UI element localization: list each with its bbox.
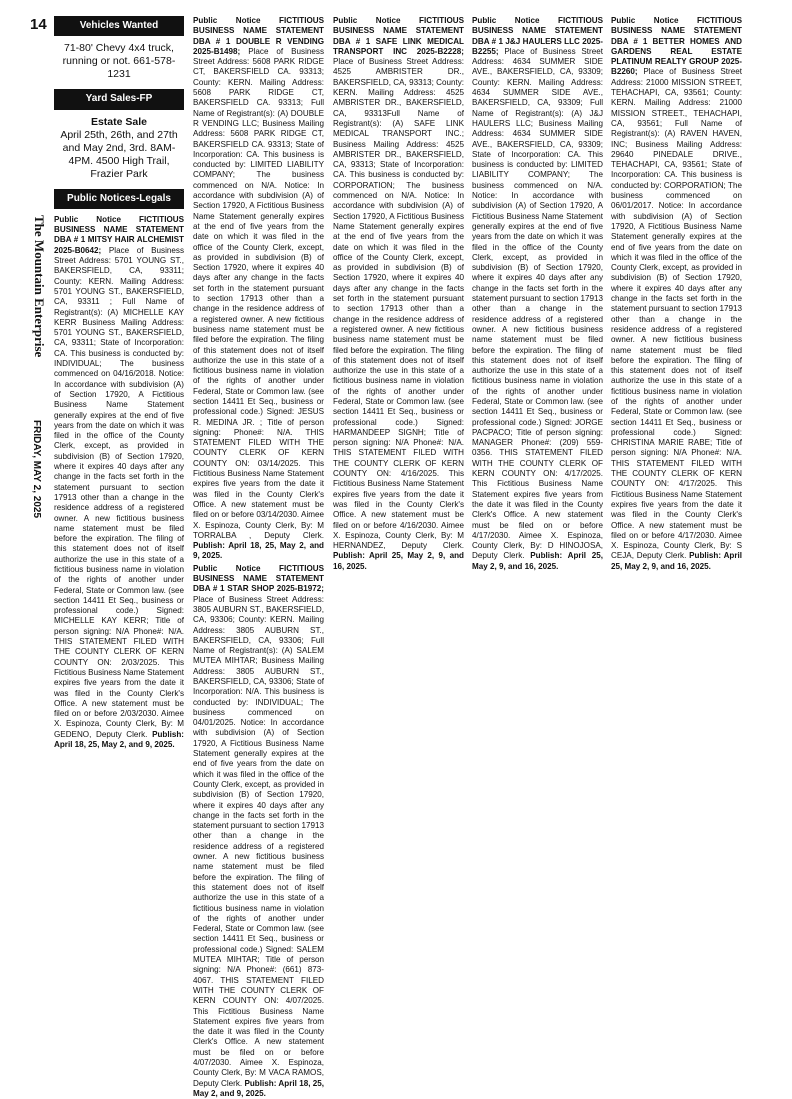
column-5 (611, 16, 742, 876)
notice-publish-dates: Publish: April 18, 25, May 2, and 9, 2025. (54, 729, 185, 750)
legal-notice (472, 16, 603, 572)
notice-body: Place of Business Street Address: 5608 PARK RIDGE CT, BAKERSFIELD CA. 93313; County: KERN. Mailing Address: 5608 PARK RIDGE CT, BAKERSFIELD CA. 93313; Full Name of Registrant(s): (A) DOUBLE R VENDING LLC; Business Mailing Address: 5608 PARK RIDGE CT, BAKERSFIELD CA. 93313; State of Incorporation: CA. This business is conducted by: LIMITED LIABILITY COMPANY; The business commenced on N/A. Notice: In accordance with subdivision (A) of Section 17920, A Fictitious Business Name Statement generally expires at the end of five years from the date on which it was filed in the office of the County Clerk, except, as provided in subdivision (B) of Section 17920, where it expires 40 days after any change in the facts set forth in the statement pursuant to section 17913 other than a change in the residence address of a registered owner. A new fictitious business name statement must be filed before the expiration. The filing of this statement does not of itself authorize the use in this state of a fictitious business name in violation of the rights of another under Federal, State or Common law. (see section 14411 Et Seq., business or professional code.) Signed: JESUS R. MEDINA JR. ; Title of person signing: Phone#: N/A. THIS STATEMENT FILED WITH THE COUNTY CLERK OF KERN COUNTY ON: 03/14/2025. This Fictitious Business Name Statement expires five years from the date it was filed in the County Clerk's Office. A new statement must be filed on or before 03/14/2030. Aimee X. Espinoza, County Clerk, By: M TORRALBA , Deputy Clerk. (193, 46, 324, 540)
estate-sale-title: Estate Sale (90, 115, 148, 128)
masthead-text: The Mountain Enterprise (32, 215, 47, 358)
legal-notice (193, 564, 324, 1099)
notice-heading: Public Notice FICTITIOUS BUSINESS NAME STATEMENT DBA # 1 SAFE LINK MEDICAL TRANSPORT INC 2025-B2228; (333, 16, 464, 56)
masthead-spine (31, 215, 45, 415)
notice-heading: Public Notice FICTITIOUS BUSINESS NAME STATEMENT DBA # 1 J&J HAULERS LLC 2025-B2255; (472, 16, 603, 56)
notice-publish-dates: Publish: April 18, 25, May 2, and 9, 2025. (193, 1078, 325, 1098)
legal-notice (193, 16, 324, 562)
notice-body: Place of Business Street Address: 3805 AUBURN ST., BAKERSFIELD, CA, 93306; County: KERN. Mailing Address: 3805 AUBURN ST., BAKERSFIELD, CA, 93306; Full Name of Registrant(s): (A) SALEM MUTEA MIHTAR; Business Mailing Address: 3805 AUBURN ST., BAKERSFIELD, CA, 93306; State of Incorporation: N/A. This business is conducted by: INDIVIDUAL; The business commenced on 04/01/2025. Notice: In accordance with subdivision (A) of Section 17920, A Fictitious Business Name Statement generally expires at the end of five years from the date on which it was filed in the office of the County Clerk, except, as provided in subdivision (B) of Section 17920, where it expires 40 days after any change in the facts set forth in the statement pursuant to section 17913 other than a change in the residence address of a registered owner. A new fictitious business name statement must be filed before the expiration. The filing of this statement does not of itself authorize the use in this state of a fictitious business name in violation of the rights of another under Federal, State or Common law. (see section 14411 Et Seq., business or professional code.) Signed: SALEM MUTEA MIHTAR; Title of person signing: N/A Phone#: (661) 873-4067. THIS STATEMENT FILED WITH THE COUNTY CLERK OF KERN COUNTY ON: 4/07/2025. This Fictitious Business Name Statement expires five years from the date it was filed in the County Clerk's Office. A new statement must be filed on or before 4/07/2030. Aimee X. Espinoza, County Clerk, By: M VACA RAMOS, Deputy Clerk. (193, 594, 324, 1088)
notice-heading: Public Notice FICTITIOUS BUSINESS NAME STATEMENT DBA # 1 STAR SHOP 2025-B1972; (193, 563, 324, 594)
legal-notice (54, 215, 184, 750)
vehicles-wanted-ad: 71-80' Chevy 4x4 truck, running or not. 661-578-1231 (62, 42, 176, 81)
yard-sales-header: Yard Sales-FP (54, 89, 184, 109)
estate-sale-ad (54, 116, 184, 181)
notice-heading: Public Notice FICTITIOUS BUSINESS NAME STATEMENT DBA # 1 MITSY HAIR ALCHEMIST 2025-B0642; (54, 214, 184, 255)
issue-date: FRIDAY, MAY 2, 2025 (31, 420, 42, 519)
vehicles-wanted-header: Vehicles Wanted (54, 16, 184, 36)
legal-notice (333, 16, 464, 572)
legal-notice (611, 16, 742, 572)
notice-publish-dates: Publish: April 25, May 2, 9, and 16, 2025. (333, 551, 464, 571)
notice-publish-dates: Publish: April 25, May 2, 9, and 16, 2025. (472, 551, 604, 571)
notice-body: Place of Business Street Address: 4525 AMBRISTER DR., BAKERSFIELD, CA, 93313; County: KERN. Mailing Address: 4525 AMBRISTER DR., BAKERSFIELD, CA, 93313Full Name of Registrant(s): (A) SAFE LINK MEDICAL TRANSPORT INC.; Business Mailing Address: 4525 AMBRISTER DR., BAKERSFIELD, CA, 93313; State of Incorporation: CA. This business is conducted by: CORPORATION; The business commenced on N/A. Notice: In accordance with subdivision (A) of Section 17920, A Fictitious Business Name Statement generally expires at the end of five years from the date on which it was filed in the office of the County Clerk, except, as provided in subdivision (B) of Section 17920, where it expires 40 days after any change in the facts set forth in the statement pursuant to section 17913 other than a change in the residence address of a registered owner. A new fictitious business name statement must be filed before the expiration. The filing of this statement does not of itself authorize the use in this state of a fictitious business name in violation of the rights of another under Federal, State or Common law. (see section 14411 Et Seq., business or professional code.) Signed: HARMANDEEP SIGNH; Title of person signing: N/A Phone#: N/A. THIS STATEMENT FILED WITH THE COUNTY CLERK OF KERN COUNTY ON: 4/16/2025. This Fictitious Business Name Statement expires five years from the date it was filed in the County Clerk's Office. A new statement must be filed on or before 4/16/2030. Aimee X. Espinoza, County Clerk, By: M HERNANDEZ, Deputy Clerk. (333, 57, 464, 551)
notice-heading: Public Notice FICTITIOUS BUSINESS NAME STATEMENT DBA # 1 BETTER HOMES AND GARDENS REAL ESTATE PLATINUM REALTY GROUP 2025-B2260; (611, 16, 742, 77)
notice-body: Place of Business Street Address: 4634 SUMMER SIDE AVE., BAKERSFIELD, CA, 93309; County: KERN. Mailing Address: 4634 SUMMER SIDE AVE., BAKERSFIELD, CA, 93309; Full Name of Registrant(s): (A) J&J HAULERS LLC; Business Mailing Address: 4634 SUMMER SIDE AVE., BAKERSFIELD, CA, 93309; State of Incorporation: CA. This business is conducted by: LIMITED LIABILITY COMPANY; The business commenced on N/A. Notice: In accordance with subdivision (A) of Section 17920, A Fictitious Business Name Statement generally expires at the end of five years from the date on which it was filed in the office of the County Clerk, except, as provided in subdivision (B) of Section 17920, where it expires 40 days after any change in the facts set forth in the statement pursuant to section 17913 other than a change in the residence address of a registered owner. A new fictitious business name statement must be filed before the expiration. The filing of this statement does not of itself authorize the use in this state of a fictitious business name in violation of the rights of another under Federal, State or Common law. (see section 14411 Et Seq., business or professional code.) Signed: JORGE PACPACO; Title of person signing: MANAGER Phone#: (209) 559-0356. THIS STATEMENT FILED WITH THE COUNTY CLERK OF KERN COUNTY ON: 4/17/2025. This Fictitious Business Name Statement expires five years from the date it was filed in the County Clerk's Office. A new statement must be filed on or before 4/17/2030. Aimee X. Espinoza, County Clerk, By: D HINOJOSA, Deputy Clerk. (472, 46, 604, 561)
notice-publish-dates: Publish: April 18, 25, May 2, and 9, 2025. (193, 541, 324, 561)
notice-heading: Public Notice FICTITIOUS BUSINESS NAME STATEMENT DBA # 1 DOUBLE R VENDING 2025-B1498; (193, 16, 324, 56)
notice-body: Place of Business Street Address: 5701 YOUNG ST., BAKERSFIELD, CA, 93311; County: KERN. Mailing Address: 5701 YOUNG ST., BAKERSFIELD, CA, 93311 ; Full Name of Registrant(s): (A) MICHELLE KAY KERR Business Mailing Address: 5701 YOUNG ST., BAKERSFIELD, CA, 93311; State of Incorporation: CA. This business is conducted by: INDIVIDUAL; The business commenced on 04/16/2018. Notice: In accordance with subdivision (A) of Section 17920, A Fictitious Business Name Statement generally expires at the end of five years from the date on which it was filed in the office of the County Clerk, except, as provided in subdivision (B) of Section 17920, where it expires 40 days after any change in the facts set forth in the statement pursuant to section 17913 other than a change in the residence address of a registered owner. A new fictitious business name statement must be filed before the expiration. The filing of this statement does not of itself authorize the use in this state of a fictitious business name in violation of the rights of another under Federal, State or Common law. (see section 14411 Et Seq., business or professional code.) Signed: MICHELLE KAY KERR; Title of person signing: N/A Phone#: N/A. THIS STATEMENT FILED WITH THE COUNTY CLERK OF KERN COUNTY ON: 2/03/2025. This Fictitious Business Name Statement expires five years from the date it was filed in the County Clerk's Office. A new statement must be filed on or before 2/03/2030. Aimee X. Espinoza, County Clerk, By: M GEDENO, Deputy Clerk. (54, 245, 185, 739)
notice-body: Place of Business Street Address: 21000 MISSION STREET, TEHACHAPI, CA, 93561; County: KERN. Mailing Address: 21000 MISSION STREET., TEHACHAPI, CA, 93561; Full Name of Registrant(s): (A) RAVEN HAVEN, INC; Business Mailing Address: 29640 PINEDALE DRIVE., TEHACHAPI, CA, 93561; State of Incorporation: CA. This business is conducted by: CORPORATION; The business commenced on 06/01/2017. Notice: In accordance with subdivision (A) of Section 17920, A Fictitious Business Name Statement generally expires at the end of five years from the date on which it was filed in the office of the County Clerk, except, as provided in subdivision (B) of Section 17920, where it expires 40 days after any change in the facts set forth in the statement pursuant to section 17913 other than a change in the residence address of a registered owner. A new fictitious business name statement must be filed before the expiration. The filing of this statement does not of itself authorize the use in this state of a fictitious business name in violation of the rights of another under Federal, State or Common law. (see section 14411 Et Seq., business or professional code.) Signed: CHRISTINA MARIE RABE; Title of person signing: N/A Phone#: N/A. THIS STATEMENT FILED WITH THE COUNTY CLERK OF KERN COUNTY ON: 4/17/2025. This Fictitious Business Name Statement expires five years from the date it was filed in the County Clerk's Office. A new statement must be filed on or before 4/17/2030. Aimee X. Espinoza, County Clerk, By: S CEJA, Deputy Clerk. (611, 67, 743, 561)
column-3 (333, 16, 464, 876)
column-1 (54, 16, 184, 876)
column-4 (472, 16, 603, 876)
page-number: 14 (30, 16, 47, 33)
estate-sale-text: April 25th, 26th, and 27th and May 2nd, 3rd. 8AM-4PM. 4500 High Trail, Frazier Park (60, 128, 178, 180)
public-notices-header: Public Notices-Legals (54, 189, 184, 209)
notice-publish-dates: Publish: April 25, May 2, 9, and 16, 2025. (611, 551, 743, 571)
column-2 (193, 16, 325, 1098)
